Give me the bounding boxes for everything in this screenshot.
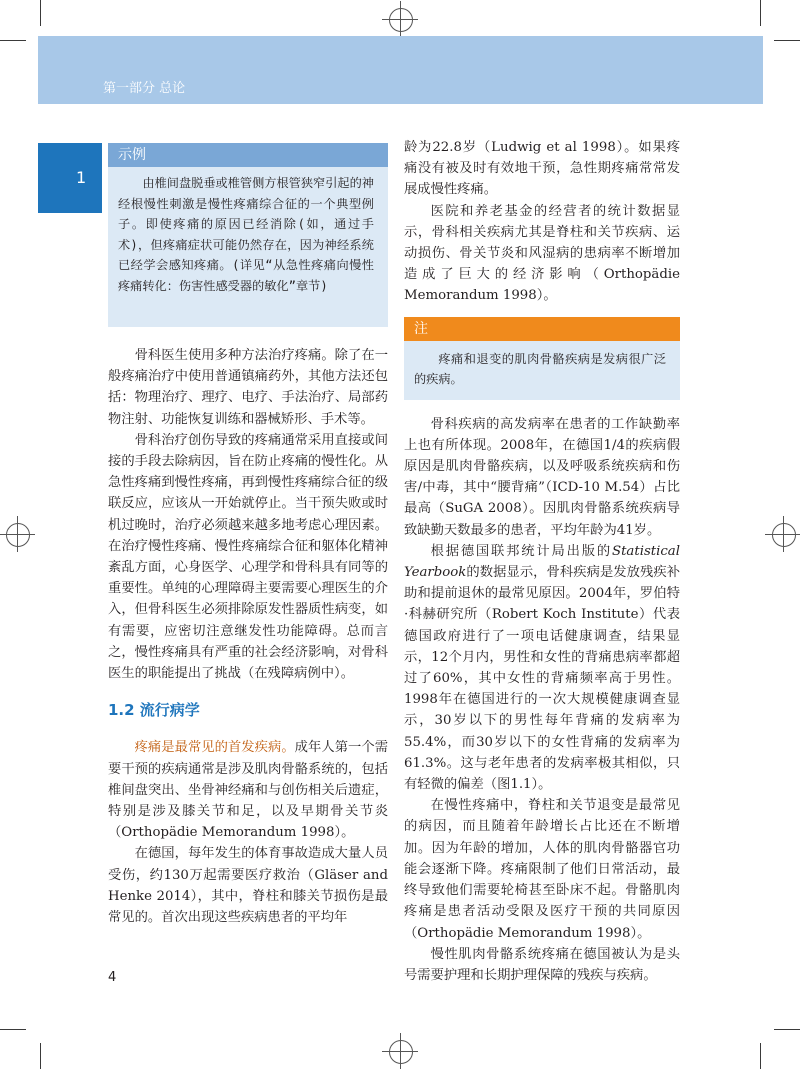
crop-mark xyxy=(760,0,761,26)
note-box-title: 注 xyxy=(404,317,680,341)
example-box-body xyxy=(108,167,388,304)
paragraph-rest: 的数据显示，骨科疾病是发放残疾补助和提前退休的最常见原因。2004年，罗伯特·科赫研究所（Robert Koch Institute）代表德国政府进行了一项电话健康调查，结果显示，12个月内，男性和女性的背痛患病率都超过了60%，其中女性的背痛频率高于男性。1998年在德国进行的一次大规模健康调查显示，30岁以下的男性每年背痛的发病率为55.4%，而30岁以下的女性背痛的发病率为61.3%。这与老年患者的发病率极其相似，只有轻微的偏差（图1.1）。 xyxy=(404,565,680,793)
paragraph: 慢性肌肉骨骼系统疼痛在德国被认为是头号需要护理和长期护理保障的残疾与疾病。 xyxy=(404,946,680,983)
page-number: 4 xyxy=(108,970,117,985)
right-column xyxy=(404,137,680,986)
crop-mark xyxy=(0,40,26,41)
registration-mark xyxy=(772,523,796,547)
example-box xyxy=(108,143,388,327)
note-box xyxy=(404,317,680,400)
paragraph: 医院和养老基金的经营者的统计数据显示，骨科相关疾病尤其是脊柱和关节疾病、运动损伤、骨关节炎和风湿病的患病率不断增加造成了巨大的经济影响（Orthopädie Memorandum 1998）。 xyxy=(404,203,680,304)
crop-mark xyxy=(774,1029,800,1030)
crop-mark xyxy=(40,1043,41,1069)
crop-mark xyxy=(0,1029,26,1030)
running-header: 第一部分 总论 xyxy=(103,81,186,96)
chapter-number: 1 xyxy=(76,168,87,187)
example-box-title: 示例 xyxy=(108,143,388,167)
crop-mark xyxy=(40,0,41,26)
publication-title: Statistical Yearbook xyxy=(404,543,680,581)
paragraph: 在慢性疼痛中，脊柱和关节退变是最常见的病因，而且随着年龄增长占比还在不断增加。因为年龄的增加，人体的肌肉骨骼器官功能会逐渐下降。疼痛限制了他们日常活动，最终导致他们需要轮椅甚至卧床不起。骨骼肌肉疼痛是患者活动受限及医疗干预的共同原因（Orthopädie Memorandum 1998）。 xyxy=(404,798,680,941)
example-box-text: 由椎间盘脱垂或椎管侧方根管狭窄引起的神经根慢性刺激是慢性疼痛综合征的一个典型例子。即使疼痛的原因已经消除(如，通过手术)，但疼痛症状可能仍然存在，因为神经系统已经学会感知疼痛。(详见“从急性疼痛向慢性疼痛转化：伤害性感受器的敏化”章节) xyxy=(118,176,374,293)
registration-mark xyxy=(389,1040,413,1064)
left-column xyxy=(108,345,388,928)
paragraph: 骨科治疗创伤导致的疼痛通常采用直接或间接的手段去除病因，旨在防止疼痛的慢性化。从急性疼痛到慢性疼痛，再到慢性疼痛综合征的级联反应，应该从一开始就停止。当干预失败或时机过晚时，治疗必须越来越多地考虑心理因素。在治疗慢性疼痛、慢性疼痛综合征和躯体化精神紊乱方面，心身医学、心理学和骨科具有同等的重要性。单纯的心理障碍主要需要心理医生的介入，但骨科医生必须排除原发性器质性病变，如有需要，应密切注意继发性功能障碍。总而言之，慢性疼痛具有严重的社会经济影响，对骨科医生的职能提出了挑战（在残障病例中）。 xyxy=(108,432,388,682)
registration-mark xyxy=(6,523,30,547)
paragraph-rest: 成年人第一个需要干预的疾病通常是涉及肌肉骨骼系统的，包括椎间盘突出、坐骨神经痛和与创伤相关后遗症，特别是涉及膝关节和足，以及早期骨关节炎（Orthopädie Memorandum 1998）。 xyxy=(108,740,389,841)
highlighted-lead: 疼痛是最常见的首发疾病。 xyxy=(134,740,295,756)
paragraph: 龄为22.8岁（Ludwig et al 1998）。如果疼痛没有被及时有效地干预，急性期疼痛常常发展成慢性疼痛。 xyxy=(404,140,680,198)
paragraph xyxy=(108,737,388,843)
crop-mark xyxy=(760,1043,761,1069)
note-box-body xyxy=(404,341,680,400)
paragraph: 在德国，每年发生的体育事故造成大量人员受伤，约130万起需要医疗救治（Gläser and Henke 2014），其中，脊柱和膝关节损伤是最常见的。首次出现这些疾病患者的平均年 xyxy=(108,846,388,926)
registration-mark xyxy=(389,8,413,32)
paragraph-lead: 根据德国联邦统计局出版的 xyxy=(430,543,612,559)
note-box-text: 疼痛和退变的肌肉骨骼疾病是发病很广泛的疾病。 xyxy=(414,351,666,387)
paragraph: 骨科医生使用多种方法治疗疼痛。除了在一般疼痛治疗中使用普通镇痛药外，其他方法还包括：物理治疗、理疗、电疗、手法治疗、局部药物注射、功能恢复训练和器械矫形、手术等。 xyxy=(108,348,388,427)
chapter-tab xyxy=(38,143,102,213)
paragraph: 骨科疾病的高发病率在患者的工作缺勤率上也有所体现。2008年，在德国1/4的疾病假原因是肌肉骨骼疾病，以及呼吸系统疾病和伤害/中毒，其中“腰背痛”（ICD-10 M.54）占比最高（SuGA 2008）。因肌肉骨骼系统疾病导致缺勤天数最多的患者，平均年龄为41岁。 xyxy=(404,416,680,538)
section-title: 1.2 流行病学 xyxy=(108,701,200,720)
crop-mark xyxy=(774,40,800,41)
paragraph xyxy=(404,541,680,795)
